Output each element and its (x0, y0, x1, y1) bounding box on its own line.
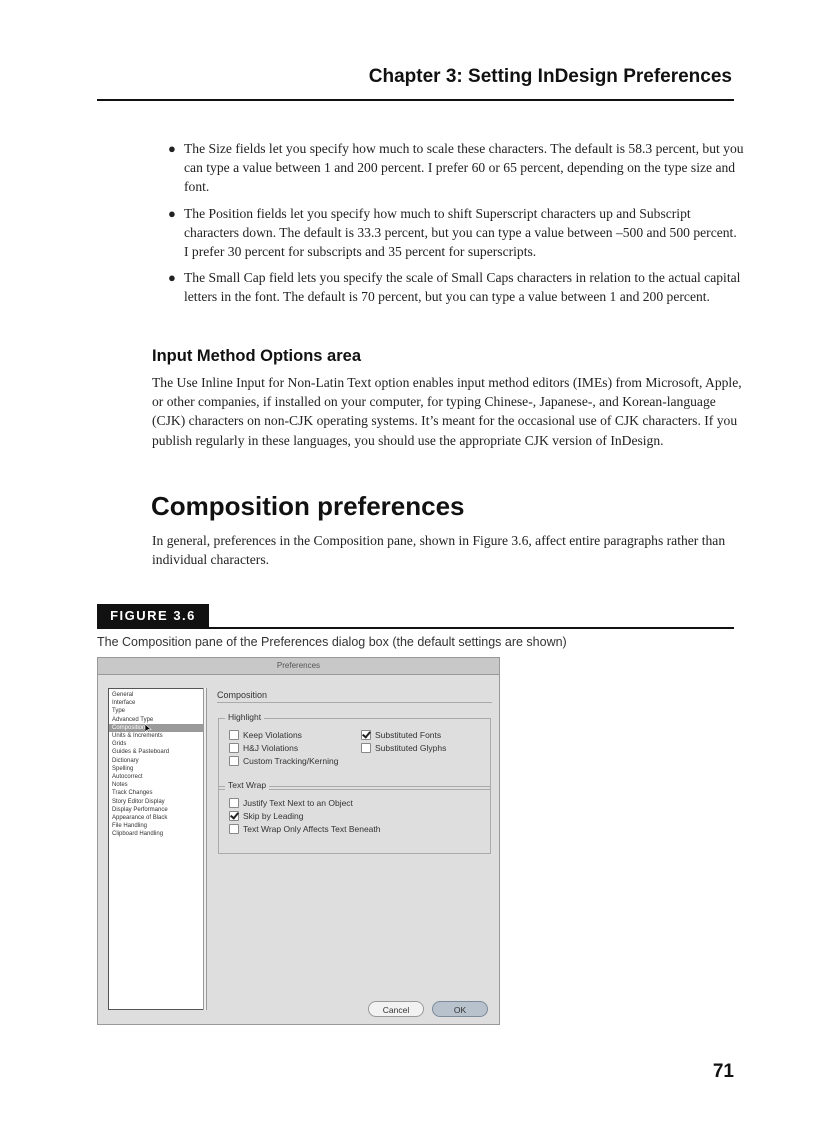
checkbox-box (229, 730, 239, 740)
sidebar-item-grids[interactable]: Grids (112, 741, 127, 748)
sidebar-item-type[interactable]: Type (112, 708, 126, 715)
page-number: 71 (712, 1061, 734, 1082)
checkbox-box-checked (361, 730, 371, 740)
checkbox-box-checked (229, 811, 239, 821)
mouse-cursor-icon (145, 724, 153, 732)
bullet-icon: ● (168, 270, 176, 286)
keep-violations-checkbox[interactable]: Keep Violations (229, 730, 302, 740)
sidebar-item-composition[interactable]: Composition (109, 724, 203, 732)
figure-label: FIGURE 3.6 (97, 604, 209, 627)
sidebar-item-advanced-type[interactable]: Advanced Type (112, 716, 154, 723)
checkbox-box (229, 756, 239, 766)
sidebar-item-autocorrect[interactable]: Autocorrect (112, 774, 143, 781)
bullet-item: ● The Size fields let you specify how much to scale these characters. The default is 58.3 percent, but you can type a value between 1 and 200 percent. I prefer 60 or 65 percent, depending on the type size and font. (168, 141, 744, 195)
bullet-list (168, 139, 744, 314)
sidebar-item-units[interactable]: Units & Increments (112, 733, 163, 740)
sidebar-item-notes[interactable]: Notes (112, 782, 128, 789)
checkbox-box (229, 824, 239, 834)
panel-splitter[interactable] (203, 688, 207, 1010)
sidebar-item-guides[interactable]: Guides & Pasteboard (112, 749, 170, 756)
bullet-item: ● The Small Cap field lets you specify the scale of Small Caps characters in relation to the actual capital letters in the font. The default is 70 percent, but you can type a value between 1 and 200 percent. (168, 270, 741, 305)
sidebar-item-appearance-black[interactable]: Appearance of Black (112, 815, 168, 822)
checkbox-box (229, 798, 239, 808)
text-wrap-group (218, 780, 491, 854)
sidebar-item-clipboard[interactable]: Clipboard Handling (112, 831, 164, 838)
sidebar-item-spelling[interactable]: Spelling (112, 765, 134, 772)
bullet-icon: ● (168, 205, 176, 221)
figure-caption: The Composition pane of the Preferences dialog box (the default settings are shown) (97, 635, 567, 649)
preferences-dialog (97, 657, 500, 1025)
header-rule (97, 99, 734, 101)
sidebar-item-dictionary[interactable]: Dictionary (112, 757, 139, 764)
sidebar-item-interface[interactable]: Interface (112, 700, 136, 707)
skip-by-leading-checkbox[interactable]: Skip by Leading (229, 811, 304, 821)
checkbox-box (229, 743, 239, 753)
composition-paragraph: In general, preferences in the Composition pane, shown in Figure 3.6, affect entire paragraphs rather than individual characters. (152, 533, 726, 568)
text-wrap-legend: Text Wrap (225, 780, 269, 790)
input-method-paragraph: The Use Inline Input for Non-Latin Text option enables input method editors (IMEs) from Microsoft, Apple, or other companies, if installed on your computer, for typing Chinese-, Japanese-, and Korean-language (CJK) characters on non-CJK operating systems. It’s meant for the occasional use of CJK characters. If you publish regularly in these languages, you should use the appropriate CJK version of InDesign. (152, 375, 742, 448)
checkbox-box (361, 743, 371, 753)
cancel-button[interactable]: Cancel (368, 1001, 424, 1017)
panel-title-rule (217, 702, 492, 703)
input-method-heading: Input Method Options area (152, 347, 361, 365)
bullet-item: ● The Position fields let you specify how much to shift Superscript characters up and Subscript characters down. The default is 33.3 percent, but you can type a value between –500 and 500 percent. I prefer 30 percent for subscripts and 35 percent for superscripts. (168, 205, 737, 260)
sidebar-item-file-handling[interactable]: File Handling (112, 823, 148, 830)
panel-title: Composition (217, 690, 268, 700)
hj-violations-checkbox[interactable]: H&J Violations (229, 743, 298, 753)
sidebar-item-display-performance[interactable]: Display Performance (112, 806, 168, 813)
sidebar-item-track-changes[interactable]: Track Changes (112, 790, 153, 797)
ok-button[interactable]: OK (432, 1001, 488, 1017)
text-wrap-only-checkbox[interactable]: Text Wrap Only Affects Text Beneath (229, 824, 381, 834)
sidebar-item-story-editor[interactable]: Story Editor Display (112, 798, 165, 805)
justify-text-checkbox[interactable]: Justify Text Next to an Object (229, 798, 353, 808)
dialog-title: Preferences (98, 658, 499, 675)
sidebar-item-general[interactable]: General (112, 692, 134, 698)
highlight-legend: Highlight (225, 712, 264, 722)
chapter-header: Chapter 3: Setting InDesign Preferences (368, 66, 732, 87)
composition-heading: Composition preferences (151, 491, 465, 521)
custom-tracking-checkbox[interactable]: Custom Tracking/Kerning (229, 756, 338, 766)
bullet-icon: ● (168, 141, 176, 156)
substituted-glyphs-checkbox[interactable]: Substituted Glyphs (361, 743, 446, 753)
figure-rule (97, 627, 734, 629)
substituted-fonts-checkbox[interactable]: Substituted Fonts (361, 730, 441, 740)
preferences-sidebar[interactable] (108, 688, 204, 1010)
